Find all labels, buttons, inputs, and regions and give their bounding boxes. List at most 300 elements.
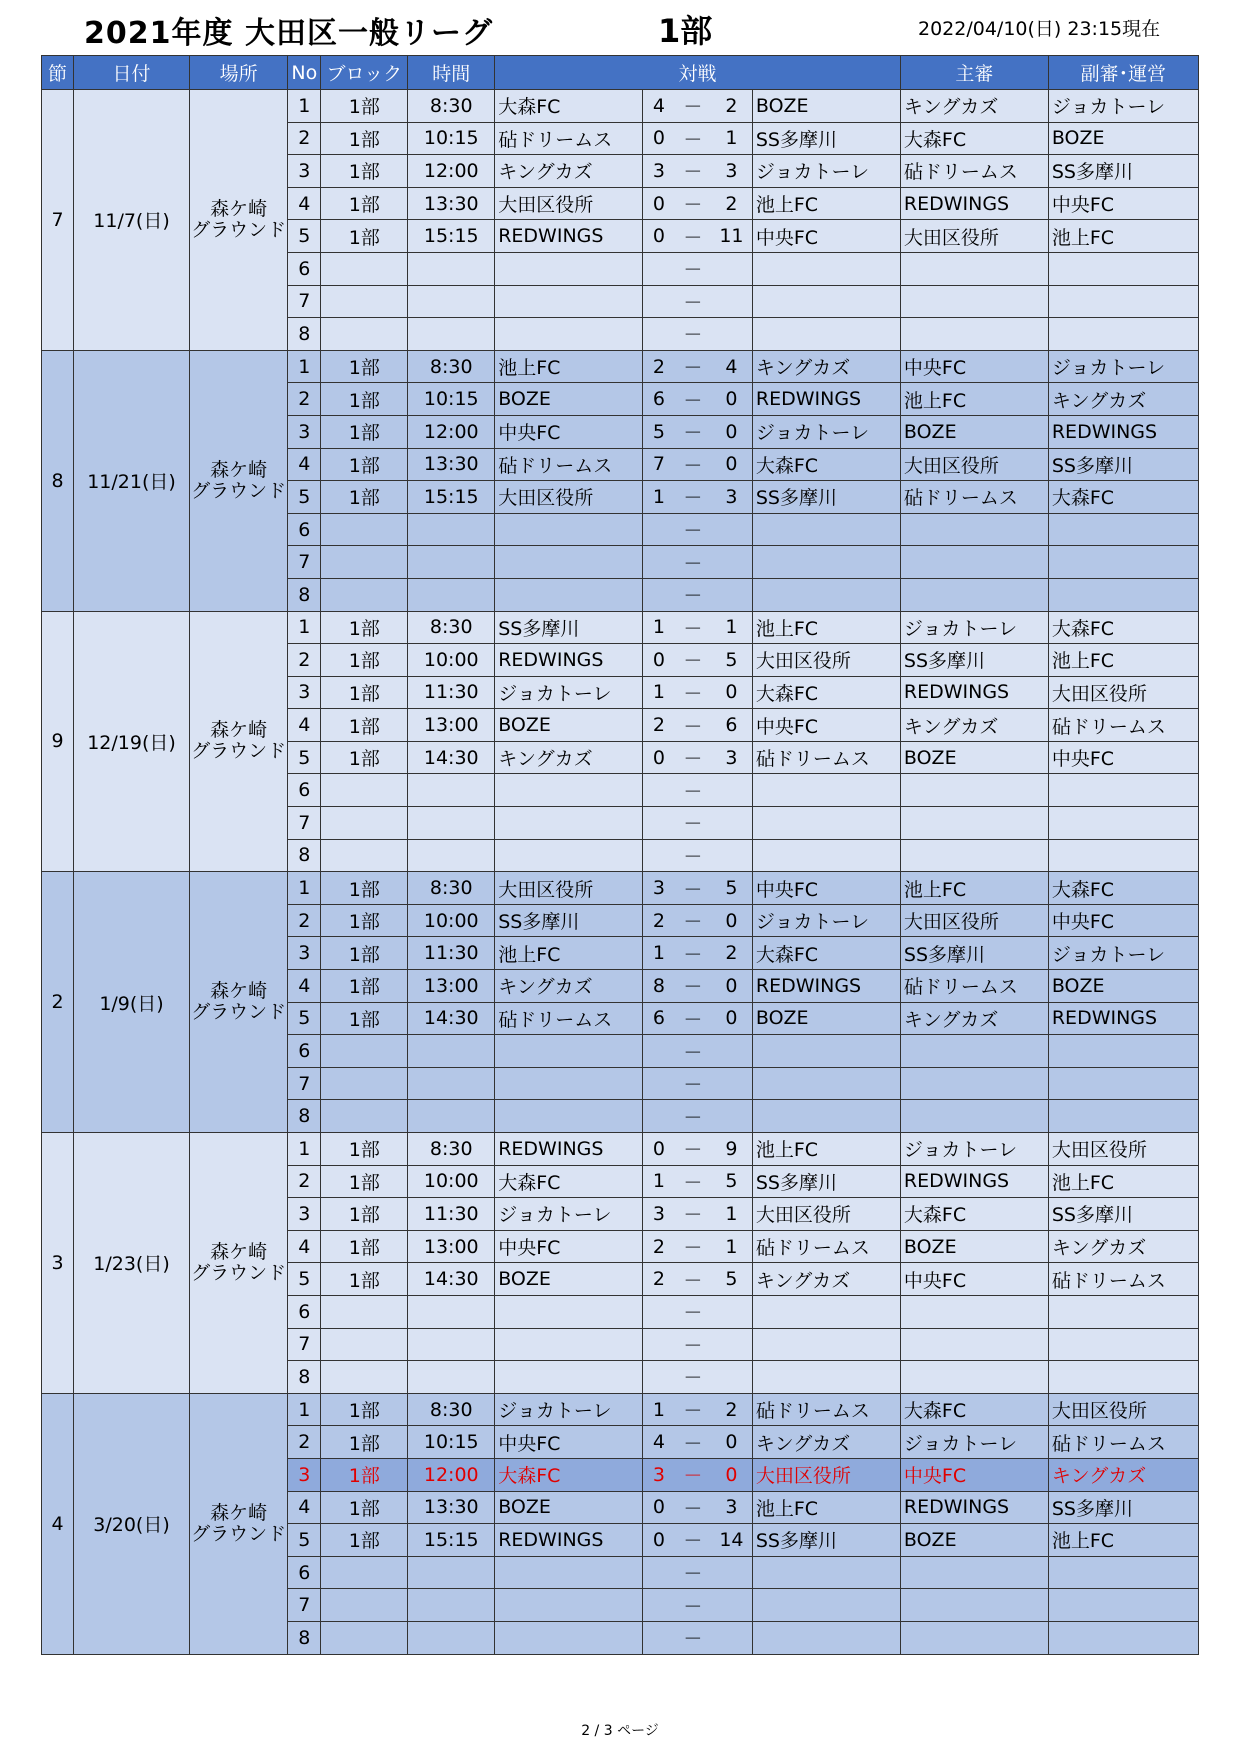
home-score-cell: 1	[643, 481, 675, 514]
referee-cell: キングカズ	[900, 1002, 1048, 1035]
no-cell: 2	[288, 904, 321, 937]
block-cell: 1部	[321, 350, 408, 383]
referee-cell	[900, 513, 1048, 546]
home-score-cell: 6	[643, 383, 675, 416]
home-score-cell	[643, 285, 675, 318]
referee-cell	[900, 1621, 1048, 1654]
time-cell: 12:00	[408, 415, 495, 448]
away-score-cell	[711, 839, 752, 872]
time-cell: 12:00	[408, 1458, 495, 1491]
no-cell: 6	[288, 252, 321, 285]
no-cell: 4	[288, 448, 321, 481]
referee-cell: 大森FC	[900, 1393, 1048, 1426]
score-dash: －	[675, 1556, 711, 1589]
score-dash: －	[675, 839, 711, 872]
no-cell: 5	[288, 1002, 321, 1035]
referee-cell	[900, 1295, 1048, 1328]
away-team-cell: 砧ドリームス	[752, 741, 900, 774]
no-cell: 8	[288, 839, 321, 872]
no-cell: 6	[288, 774, 321, 807]
assistant-cell	[1048, 839, 1198, 872]
venue-line-2: グラウンド	[191, 218, 287, 241]
away-team-cell: 大森FC	[752, 937, 900, 970]
home-score-cell: 2	[643, 350, 675, 383]
no-cell: 1	[288, 1133, 321, 1166]
score-dash: －	[675, 155, 711, 188]
block-cell	[321, 839, 408, 872]
home-score-cell: 2	[643, 709, 675, 742]
away-team-cell: ジョカトーレ	[752, 155, 900, 188]
block-cell: 1部	[321, 741, 408, 774]
score-dash: －	[675, 350, 711, 383]
away-team-cell: BOZE	[752, 1002, 900, 1035]
home-team-cell: REDWINGS	[495, 220, 643, 253]
home-team-cell: 砧ドリームス	[495, 1002, 643, 1035]
time-cell: 13:00	[408, 970, 495, 1003]
page-header	[0, 0, 1240, 56]
no-cell: 7	[288, 1328, 321, 1361]
home-score-cell: 0	[643, 644, 675, 677]
home-team-cell: キングカズ	[495, 970, 643, 1003]
no-cell: 4	[288, 1230, 321, 1263]
block-cell: 1部	[321, 1393, 408, 1426]
col-venue: 場所	[189, 56, 287, 90]
time-cell: 8:30	[408, 350, 495, 383]
time-cell: 15:15	[408, 481, 495, 514]
assistant-cell	[1048, 546, 1198, 579]
away-team-cell: 砧ドリームス	[752, 1230, 900, 1263]
home-score-cell: 0	[643, 122, 675, 155]
no-cell: 2	[288, 122, 321, 155]
time-cell	[408, 285, 495, 318]
away-team-cell: REDWINGS	[752, 970, 900, 1003]
block-cell: 1部	[321, 1426, 408, 1459]
block-cell: 1部	[321, 1133, 408, 1166]
away-team-cell: キングカズ	[752, 1263, 900, 1296]
away-score-cell: 3	[711, 481, 752, 514]
col-referee: 主審	[900, 56, 1048, 90]
matchday-cell: 9	[42, 611, 74, 872]
block-cell: 1部	[321, 644, 408, 677]
home-score-cell	[643, 1361, 675, 1394]
referee-cell: SS多摩川	[900, 644, 1048, 677]
assistant-cell: 大田区役所	[1048, 1393, 1198, 1426]
away-score-cell	[711, 513, 752, 546]
away-score-cell: 3	[711, 741, 752, 774]
assistant-cell: SS多摩川	[1048, 155, 1198, 188]
block-cell: 1部	[321, 383, 408, 416]
away-team-cell	[752, 1100, 900, 1133]
time-cell: 8:30	[408, 90, 495, 123]
away-score-cell: 0	[711, 1426, 752, 1459]
home-score-cell: 1	[643, 611, 675, 644]
block-cell	[321, 318, 408, 351]
away-score-cell: 5	[711, 644, 752, 677]
score-dash: －	[675, 872, 711, 905]
assistant-cell	[1048, 252, 1198, 285]
time-cell: 15:15	[408, 220, 495, 253]
col-assistant: 副審･運営	[1048, 56, 1198, 90]
score-dash: －	[675, 415, 711, 448]
assistant-cell: ジョカトーレ	[1048, 350, 1198, 383]
away-team-cell: ジョカトーレ	[752, 904, 900, 937]
away-team-cell	[752, 1328, 900, 1361]
away-score-cell	[711, 774, 752, 807]
score-dash: －	[675, 1133, 711, 1166]
block-cell: 1部	[321, 122, 408, 155]
score-dash: －	[675, 252, 711, 285]
no-cell: 1	[288, 350, 321, 383]
assistant-cell: ジョカトーレ	[1048, 937, 1198, 970]
referee-cell: 中央FC	[900, 350, 1048, 383]
score-dash: －	[675, 709, 711, 742]
away-score-cell: 0	[711, 448, 752, 481]
home-team-cell	[495, 285, 643, 318]
score-dash: －	[675, 220, 711, 253]
away-score-cell: 9	[711, 1133, 752, 1166]
home-score-cell	[643, 1589, 675, 1622]
referee-cell: ジョカトーレ	[900, 1133, 1048, 1166]
time-cell: 10:00	[408, 1165, 495, 1198]
block-cell	[321, 1100, 408, 1133]
date-cell: 1/9(日)	[74, 872, 190, 1133]
venue-cell	[189, 872, 287, 1133]
home-score-cell	[643, 318, 675, 351]
schedule-table	[41, 55, 1199, 1655]
home-score-cell: 2	[643, 904, 675, 937]
time-cell	[408, 1621, 495, 1654]
table-row	[42, 90, 1199, 123]
home-score-cell	[643, 1067, 675, 1100]
away-team-cell: 中央FC	[752, 220, 900, 253]
time-cell	[408, 578, 495, 611]
assistant-cell: REDWINGS	[1048, 1002, 1198, 1035]
block-cell	[321, 546, 408, 579]
referee-cell: 大田区役所	[900, 904, 1048, 937]
assistant-cell	[1048, 774, 1198, 807]
away-score-cell: 5	[711, 872, 752, 905]
referee-cell: 大森FC	[900, 1198, 1048, 1231]
time-cell	[408, 1328, 495, 1361]
score-dash: －	[675, 970, 711, 1003]
away-team-cell	[752, 774, 900, 807]
away-team-cell	[752, 1361, 900, 1394]
time-cell: 10:00	[408, 644, 495, 677]
score-dash: －	[675, 285, 711, 318]
assistant-cell: 池上FC	[1048, 644, 1198, 677]
away-team-cell: 池上FC	[752, 187, 900, 220]
score-dash: －	[675, 481, 711, 514]
home-score-cell: 4	[643, 90, 675, 123]
referee-cell: 中央FC	[900, 1263, 1048, 1296]
away-score-cell: 5	[711, 1165, 752, 1198]
score-dash: －	[675, 676, 711, 709]
venue-line-1: 森ケ崎	[210, 197, 268, 220]
score-dash: －	[675, 741, 711, 774]
block-cell	[321, 578, 408, 611]
home-team-cell	[495, 839, 643, 872]
update-timestamp: 2022/04/10(日) 23:15現在	[918, 18, 1161, 40]
referee-cell: BOZE	[900, 415, 1048, 448]
away-score-cell: 0	[711, 1458, 752, 1491]
away-team-cell: 中央FC	[752, 872, 900, 905]
referee-cell: SS多摩川	[900, 937, 1048, 970]
away-team-cell	[752, 285, 900, 318]
assistant-cell: SS多摩川	[1048, 448, 1198, 481]
assistant-cell: REDWINGS	[1048, 415, 1198, 448]
away-team-cell: 池上FC	[752, 1491, 900, 1524]
home-team-cell: BOZE	[495, 1491, 643, 1524]
away-score-cell	[711, 1100, 752, 1133]
block-cell: 1部	[321, 1263, 408, 1296]
home-team-cell	[495, 578, 643, 611]
score-dash: －	[675, 904, 711, 937]
assistant-cell: SS多摩川	[1048, 1491, 1198, 1524]
referee-cell	[900, 1361, 1048, 1394]
score-dash: －	[675, 1263, 711, 1296]
block-cell: 1部	[321, 220, 408, 253]
away-team-cell	[752, 1556, 900, 1589]
no-cell: 3	[288, 1198, 321, 1231]
away-team-cell	[752, 807, 900, 840]
time-cell: 11:30	[408, 937, 495, 970]
col-date: 日付	[74, 56, 190, 90]
time-cell	[408, 1067, 495, 1100]
time-cell	[408, 546, 495, 579]
home-score-cell	[643, 774, 675, 807]
away-team-cell	[752, 546, 900, 579]
block-cell: 1部	[321, 1491, 408, 1524]
away-team-cell: 大田区役所	[752, 1458, 900, 1491]
venue-line-1: 森ケ崎	[210, 719, 268, 742]
referee-cell: BOZE	[900, 1524, 1048, 1557]
venue-line-2: グラウンド	[191, 1261, 287, 1284]
table-body	[42, 90, 1199, 1655]
assistant-cell: 砧ドリームス	[1048, 709, 1198, 742]
referee-cell: 大田区役所	[900, 220, 1048, 253]
time-cell: 11:30	[408, 1198, 495, 1231]
away-team-cell: SS多摩川	[752, 1524, 900, 1557]
away-team-cell	[752, 1589, 900, 1622]
referee-cell: 砧ドリームス	[900, 155, 1048, 188]
block-cell: 1部	[321, 970, 408, 1003]
assistant-cell	[1048, 578, 1198, 611]
assistant-cell	[1048, 318, 1198, 351]
away-team-cell: キングカズ	[752, 350, 900, 383]
home-team-cell: BOZE	[495, 1263, 643, 1296]
block-cell	[321, 513, 408, 546]
home-team-cell: 大森FC	[495, 90, 643, 123]
away-team-cell	[752, 1067, 900, 1100]
away-score-cell: 0	[711, 415, 752, 448]
referee-cell	[900, 1100, 1048, 1133]
away-score-cell	[711, 1035, 752, 1068]
time-cell: 8:30	[408, 1133, 495, 1166]
home-score-cell: 6	[643, 1002, 675, 1035]
no-cell: 7	[288, 1067, 321, 1100]
assistant-cell	[1048, 1100, 1198, 1133]
away-team-cell	[752, 1295, 900, 1328]
assistant-cell	[1048, 807, 1198, 840]
referee-cell: 大田区役所	[900, 448, 1048, 481]
home-team-cell: SS多摩川	[495, 904, 643, 937]
away-score-cell	[711, 1589, 752, 1622]
away-team-cell: 中央FC	[752, 709, 900, 742]
assistant-cell: 池上FC	[1048, 1165, 1198, 1198]
time-cell	[408, 1361, 495, 1394]
block-cell	[321, 1589, 408, 1622]
no-cell: 8	[288, 1100, 321, 1133]
home-score-cell: 3	[643, 1458, 675, 1491]
time-cell: 8:30	[408, 611, 495, 644]
away-team-cell: SS多摩川	[752, 1165, 900, 1198]
assistant-cell: 池上FC	[1048, 220, 1198, 253]
home-score-cell: 5	[643, 415, 675, 448]
away-team-cell	[752, 1035, 900, 1068]
assistant-cell: 砧ドリームス	[1048, 1263, 1198, 1296]
block-cell	[321, 1067, 408, 1100]
date-cell: 11/21(日)	[74, 350, 190, 611]
home-team-cell: 大森FC	[495, 1458, 643, 1491]
time-cell	[408, 1100, 495, 1133]
away-score-cell	[711, 252, 752, 285]
venue-line-2: グラウンド	[191, 479, 287, 502]
table-row	[42, 350, 1199, 383]
home-team-cell: BOZE	[495, 383, 643, 416]
home-score-cell: 0	[643, 220, 675, 253]
home-score-cell: 7	[643, 448, 675, 481]
table-row	[42, 611, 1199, 644]
assistant-cell	[1048, 1361, 1198, 1394]
venue-line-1: 森ケ崎	[210, 1501, 268, 1524]
date-cell: 11/7(日)	[74, 90, 190, 351]
home-team-cell	[495, 1621, 643, 1654]
assistant-cell	[1048, 1067, 1198, 1100]
no-cell: 6	[288, 1035, 321, 1068]
home-score-cell	[643, 1556, 675, 1589]
away-score-cell	[711, 1295, 752, 1328]
assistant-cell: キングカズ	[1048, 1458, 1198, 1491]
score-dash: －	[675, 1426, 711, 1459]
home-team-cell: REDWINGS	[495, 1133, 643, 1166]
time-cell	[408, 1589, 495, 1622]
no-cell: 7	[288, 807, 321, 840]
venue-line-1: 森ケ崎	[210, 1240, 268, 1263]
referee-cell: REDWINGS	[900, 1491, 1048, 1524]
block-cell	[321, 1328, 408, 1361]
home-score-cell: 0	[643, 1133, 675, 1166]
col-block: ブロック	[321, 56, 408, 90]
block-cell: 1部	[321, 676, 408, 709]
away-team-cell: 大森FC	[752, 448, 900, 481]
referee-cell	[900, 546, 1048, 579]
no-cell: 5	[288, 220, 321, 253]
time-cell	[408, 839, 495, 872]
block-cell: 1部	[321, 448, 408, 481]
away-score-cell: 6	[711, 709, 752, 742]
home-team-cell: 大田区役所	[495, 872, 643, 905]
away-team-cell: キングカズ	[752, 1426, 900, 1459]
block-cell	[321, 774, 408, 807]
time-cell: 10:15	[408, 122, 495, 155]
no-cell: 5	[288, 1263, 321, 1296]
home-team-cell: ジョカトーレ	[495, 1393, 643, 1426]
block-cell: 1部	[321, 872, 408, 905]
away-score-cell	[711, 1621, 752, 1654]
away-score-cell: 1	[711, 122, 752, 155]
referee-cell	[900, 318, 1048, 351]
col-matchday: 節	[42, 56, 74, 90]
page-title: 2021年度 大田区一般リーグ	[84, 16, 493, 51]
home-team-cell: REDWINGS	[495, 644, 643, 677]
assistant-cell: 大森FC	[1048, 611, 1198, 644]
time-cell	[408, 1035, 495, 1068]
time-cell	[408, 513, 495, 546]
away-score-cell: 4	[711, 350, 752, 383]
time-cell: 10:15	[408, 383, 495, 416]
referee-cell: ジョカトーレ	[900, 611, 1048, 644]
venue-cell	[189, 350, 287, 611]
away-score-cell	[711, 807, 752, 840]
no-cell: 3	[288, 415, 321, 448]
score-dash: －	[675, 122, 711, 155]
block-cell: 1部	[321, 187, 408, 220]
venue-line-2: グラウンド	[191, 740, 287, 763]
away-team-cell: 大田区役所	[752, 644, 900, 677]
assistant-cell: ジョカトーレ	[1048, 90, 1198, 123]
no-cell: 7	[288, 1589, 321, 1622]
away-score-cell	[711, 1361, 752, 1394]
home-score-cell	[643, 1035, 675, 1068]
away-score-cell: 0	[711, 676, 752, 709]
home-score-cell: 4	[643, 1426, 675, 1459]
referee-cell	[900, 839, 1048, 872]
no-cell: 4	[288, 187, 321, 220]
away-score-cell: 1	[711, 1230, 752, 1263]
assistant-cell: BOZE	[1048, 970, 1198, 1003]
matchday-cell: 4	[42, 1393, 74, 1654]
venue-line-2: グラウンド	[191, 1001, 287, 1024]
referee-cell	[900, 1035, 1048, 1068]
away-score-cell: 1	[711, 611, 752, 644]
table-row	[42, 1133, 1199, 1166]
home-team-cell	[495, 1589, 643, 1622]
home-team-cell: 中央FC	[495, 1426, 643, 1459]
home-score-cell	[643, 578, 675, 611]
venue-cell	[189, 90, 287, 351]
away-score-cell	[711, 578, 752, 611]
assistant-cell	[1048, 285, 1198, 318]
score-dash: －	[675, 90, 711, 123]
time-cell: 8:30	[408, 1393, 495, 1426]
referee-cell: BOZE	[900, 1230, 1048, 1263]
time-cell: 8:30	[408, 872, 495, 905]
home-team-cell: REDWINGS	[495, 1524, 643, 1557]
home-team-cell: キングカズ	[495, 741, 643, 774]
assistant-cell: 大田区役所	[1048, 676, 1198, 709]
assistant-cell: 大田区役所	[1048, 1133, 1198, 1166]
no-cell: 2	[288, 383, 321, 416]
block-cell: 1部	[321, 904, 408, 937]
score-dash: －	[675, 1393, 711, 1426]
away-score-cell	[711, 1328, 752, 1361]
referee-cell: 大森FC	[900, 122, 1048, 155]
no-cell: 2	[288, 1165, 321, 1198]
time-cell	[408, 774, 495, 807]
no-cell: 8	[288, 1621, 321, 1654]
no-cell: 7	[288, 285, 321, 318]
score-dash: －	[675, 513, 711, 546]
